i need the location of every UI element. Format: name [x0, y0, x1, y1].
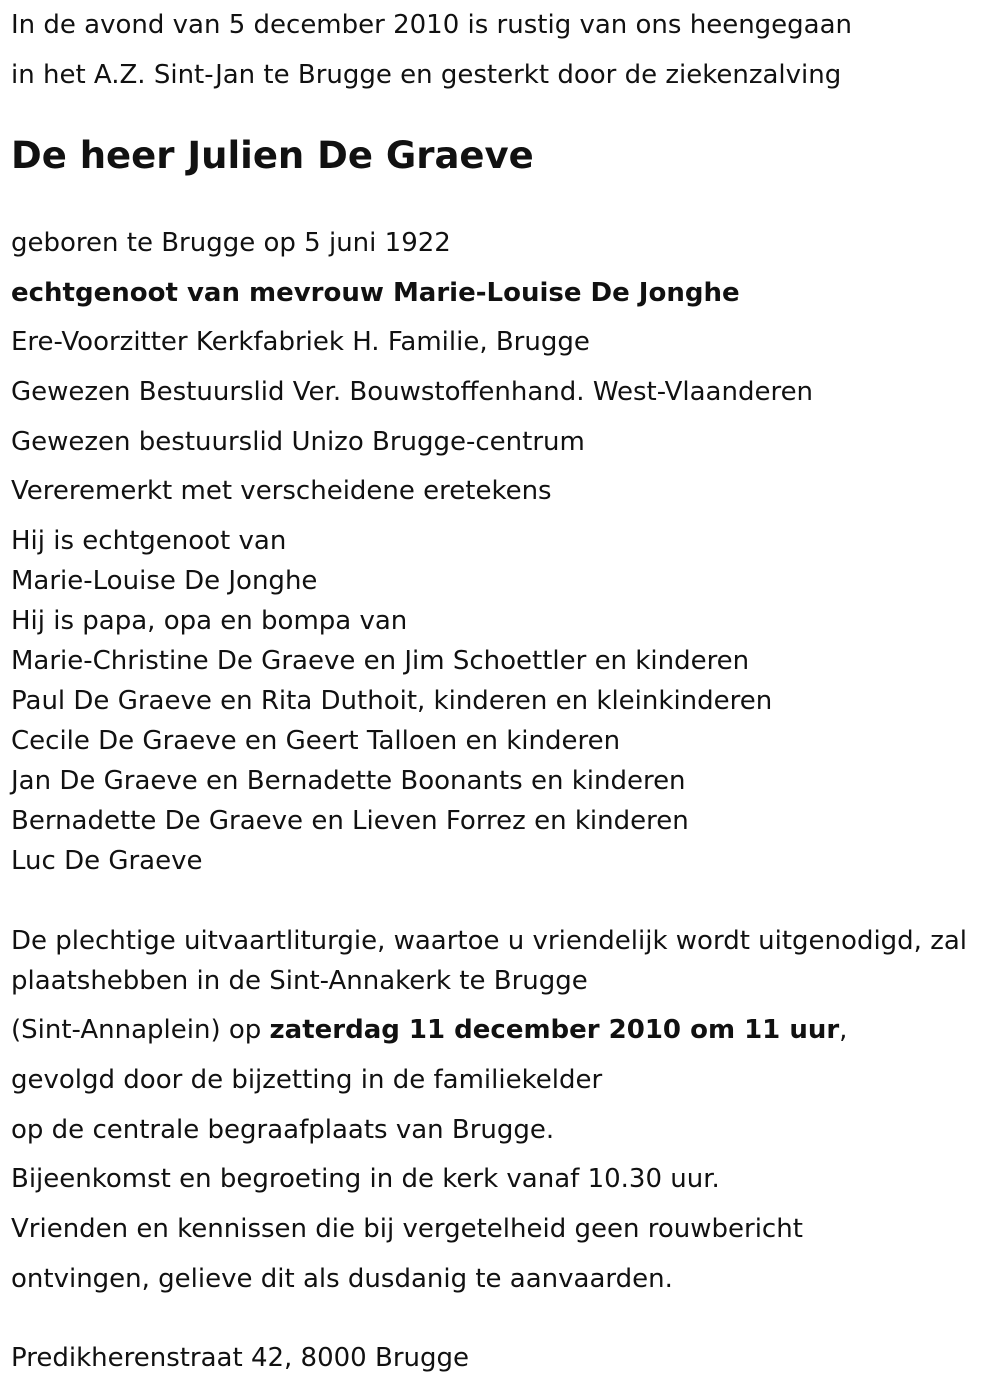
funeral-line-8: ontvingen, gelieve dit als dusdanig te aanvaarden. [11, 1264, 673, 1294]
intro-line-2: in het A.Z. Sint-Jan te Brugge en gesterkt door de ziekenzalving [11, 60, 842, 90]
funeral-line-6: Bijeenkomst en begroeting in de kerk vanaf 10.30 uur. [11, 1164, 720, 1194]
title-line-2: Gewezen Bestuurslid Ver. Bouwstoffenhand. West-Vlaanderen [11, 377, 814, 407]
family-line: Luc De Graeve [11, 846, 203, 876]
funeral-line-4: gevolgd door de bijzetting in de familiekelder [11, 1065, 603, 1095]
intro-line-1: In de avond van 5 december 2010 is rustig van ons heengegaan [11, 10, 853, 40]
family-line: Cecile De Graeve en Geert Talloen en kinderen [11, 726, 621, 756]
family-line: Paul De Graeve en Rita Duthoit, kinderen en kleinkinderen [11, 686, 773, 716]
funeral-location: (Sint-Annaplein) op [11, 1015, 270, 1045]
funeral-line-5: op de centrale begraafplaats van Brugge. [11, 1115, 555, 1145]
birth-line: geboren te Brugge op 5 juni 1922 [11, 228, 451, 258]
family-line: Hij is echtgenoot van [11, 526, 287, 556]
home-address: Predikherenstraat 42, 8000 Brugge [11, 1343, 469, 1373]
deceased-name: De heer Julien De Graeve [11, 134, 534, 177]
funeral-line-3 [11, 1015, 847, 1045]
funeral-comma: , [839, 1015, 848, 1045]
funeral-line-7: Vrienden en kennissen die bij vergetelheid geen rouwbericht [11, 1214, 803, 1244]
funeral-date: zaterdag 11 december 2010 om 11 uur [269, 1015, 840, 1045]
family-line: Marie-Christine De Graeve en Jim Schoettler en kinderen [11, 646, 750, 676]
family-line: Marie-Louise De Jonghe [11, 566, 318, 596]
funeral-line-2: plaatshebben in de Sint-Annakerk te Brugge [11, 966, 588, 996]
title-line-4: Vereremerkt met verscheidene eretekens [11, 476, 552, 506]
family-line: Bernadette De Graeve en Lieven Forrez en kinderen [11, 806, 689, 836]
spouse-line: echtgenoot van mevrouw Marie-Louise De Jonghe [11, 278, 740, 308]
title-line-1: Ere-Voorzitter Kerkfabriek H. Familie, Brugge [11, 327, 590, 357]
family-line: Jan De Graeve en Bernadette Boonants en kinderen [11, 766, 686, 796]
family-line: Hij is papa, opa en bompa van [11, 606, 408, 636]
title-line-3: Gewezen bestuurslid Unizo Brugge-centrum [11, 427, 585, 457]
funeral-line-1: De plechtige uitvaartliturgie, waartoe u vriendelijk wordt uitgenodigd, zal [11, 926, 968, 956]
